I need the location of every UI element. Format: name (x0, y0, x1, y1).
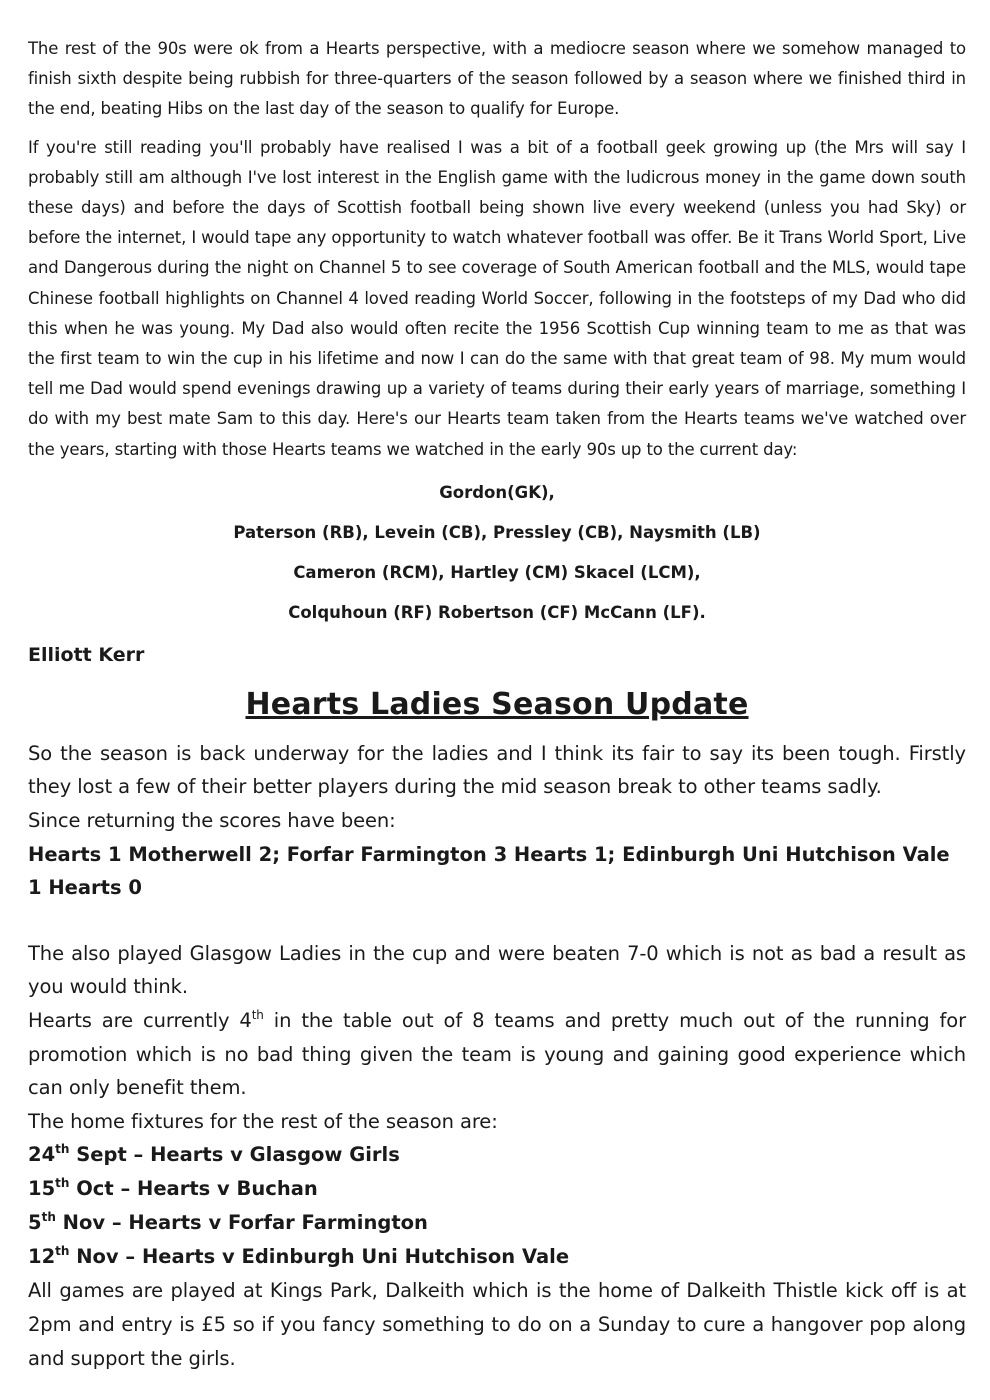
fixture-text: Nov – Hearts v Forfar Farmington (55, 1211, 428, 1235)
fixture-item (28, 1240, 966, 1274)
fixture-day: 24 (28, 1143, 56, 1167)
ordinal-suffix: th (41, 1210, 56, 1225)
fixture-item (28, 1206, 966, 1240)
team-line-attack: Colquhoun (RF) Robertson (CF) McCann (LF). (288, 602, 706, 622)
spacer (28, 905, 966, 937)
scores-intro: Since returning the scores have been: (28, 809, 396, 833)
team-lineup (28, 483, 966, 623)
team-line-goalkeeper: Gordon(GK), (439, 482, 555, 502)
ordinal-suffix: th (55, 1142, 70, 1157)
ordinal-suffix: th (251, 1008, 264, 1022)
fixture-text: Nov – Hearts v Edinburgh Uni Hutchison Vale (69, 1245, 570, 1269)
fixture-item (28, 1172, 966, 1206)
closing-paragraph: All games are played at Kings Park, Dalkeith which is the home of Dalkeith Thistle kick off is at 2pm and entry is £5 so if you fancy something to do on a Sunday to cure a hangover pop along and support the girls. (28, 1279, 966, 1370)
article-paragraph: The rest of the 90s were ok from a Hearts perspective, with a mediocre season where we somehow managed to finish sixth despite being rubbish for three-quarters of the season followed by a season where we finished third in the end, beating Hibs on the last day of the season to qualify for Europe. (28, 39, 966, 119)
fixtures-list (28, 1138, 966, 1274)
table-position-rest: in the table out of 8 teams and pretty much out of the running for promotion which is no bad thing given the team is young and gaining good experience which can only benefit them. (28, 1009, 966, 1100)
author-name: Elliott Kerr (28, 643, 145, 666)
ordinal-suffix: th (55, 1176, 70, 1191)
fixture-day: 5 (28, 1211, 42, 1235)
scores-line: Hearts 1 Motherwell 2; Forfar Farmington 3 Hearts 1; Edinburgh Uni Hutchison Vale 1 Hearts 0 (28, 842, 950, 900)
article-paragraph: If you're still reading you'll probably have realised I was a bit of a football geek growing up (the Mrs will say I probably still am although I've lost interest in the English game with the ludicrous money in the game down south these days) and before the days of Scottish football being shown live every weekend (unless you had Sky) or before the internet, I would tape any opportunity to watch whatever football was offer. Be it Trans World Sport, Live and Dangerous during the night on Channel 5 to see coverage of South American football and the MLS, would tape Chinese football highlights on Channel 4 loved reading World Soccer, following in the footsteps of my Dad who did this when he was young. My Dad also would often recite the 1956 Scottish Cup winning team to me as that was the first team to win the cup in his lifetime and now I can do the same with that great team of 98. My mum would tell me Dad would spend evenings drawing up a variety of teams during their early years of marriage, something I do with my best mate Sam to this day. Here's our Hearts team taken from the Hearts teams we've watched over the years, starting with those Hearts teams we watched in the early 90s up to the current day: (28, 137, 966, 459)
fixture-day: 12 (28, 1245, 56, 1269)
fixtures-intro: The home fixtures for the rest of the season are: (28, 1109, 498, 1133)
cup-paragraph: The also played Glasgow Ladies in the cup and were beaten 7-0 which is not as bad a result as you would think. (28, 941, 966, 999)
document-page (28, 34, 966, 1375)
team-line-defence: Paterson (RB), Levein (CB), Pressley (CB), Naysmith (LB) (233, 522, 761, 542)
table-paragraph (28, 1004, 966, 1105)
fixture-item (28, 1138, 966, 1172)
fixture-day: 15 (28, 1177, 56, 1201)
fixture-text: Sept – Hearts v Glasgow Girls (69, 1143, 400, 1167)
team-line-midfield: Cameron (RCM), Hartley (CM) Skacel (LCM), (293, 562, 701, 582)
section-title: Hearts Ladies Season Update (245, 686, 749, 722)
fixture-text: Oct – Hearts v Buchan (69, 1177, 318, 1201)
table-position-text: Hearts are currently 4 (28, 1009, 252, 1032)
ordinal-suffix: th (55, 1244, 70, 1259)
intro-paragraph: So the season is back underway for the ladies and I think its fair to say its been tough. Firstly they lost a few of their better players during the mid season break to other teams sadly. (28, 741, 966, 799)
